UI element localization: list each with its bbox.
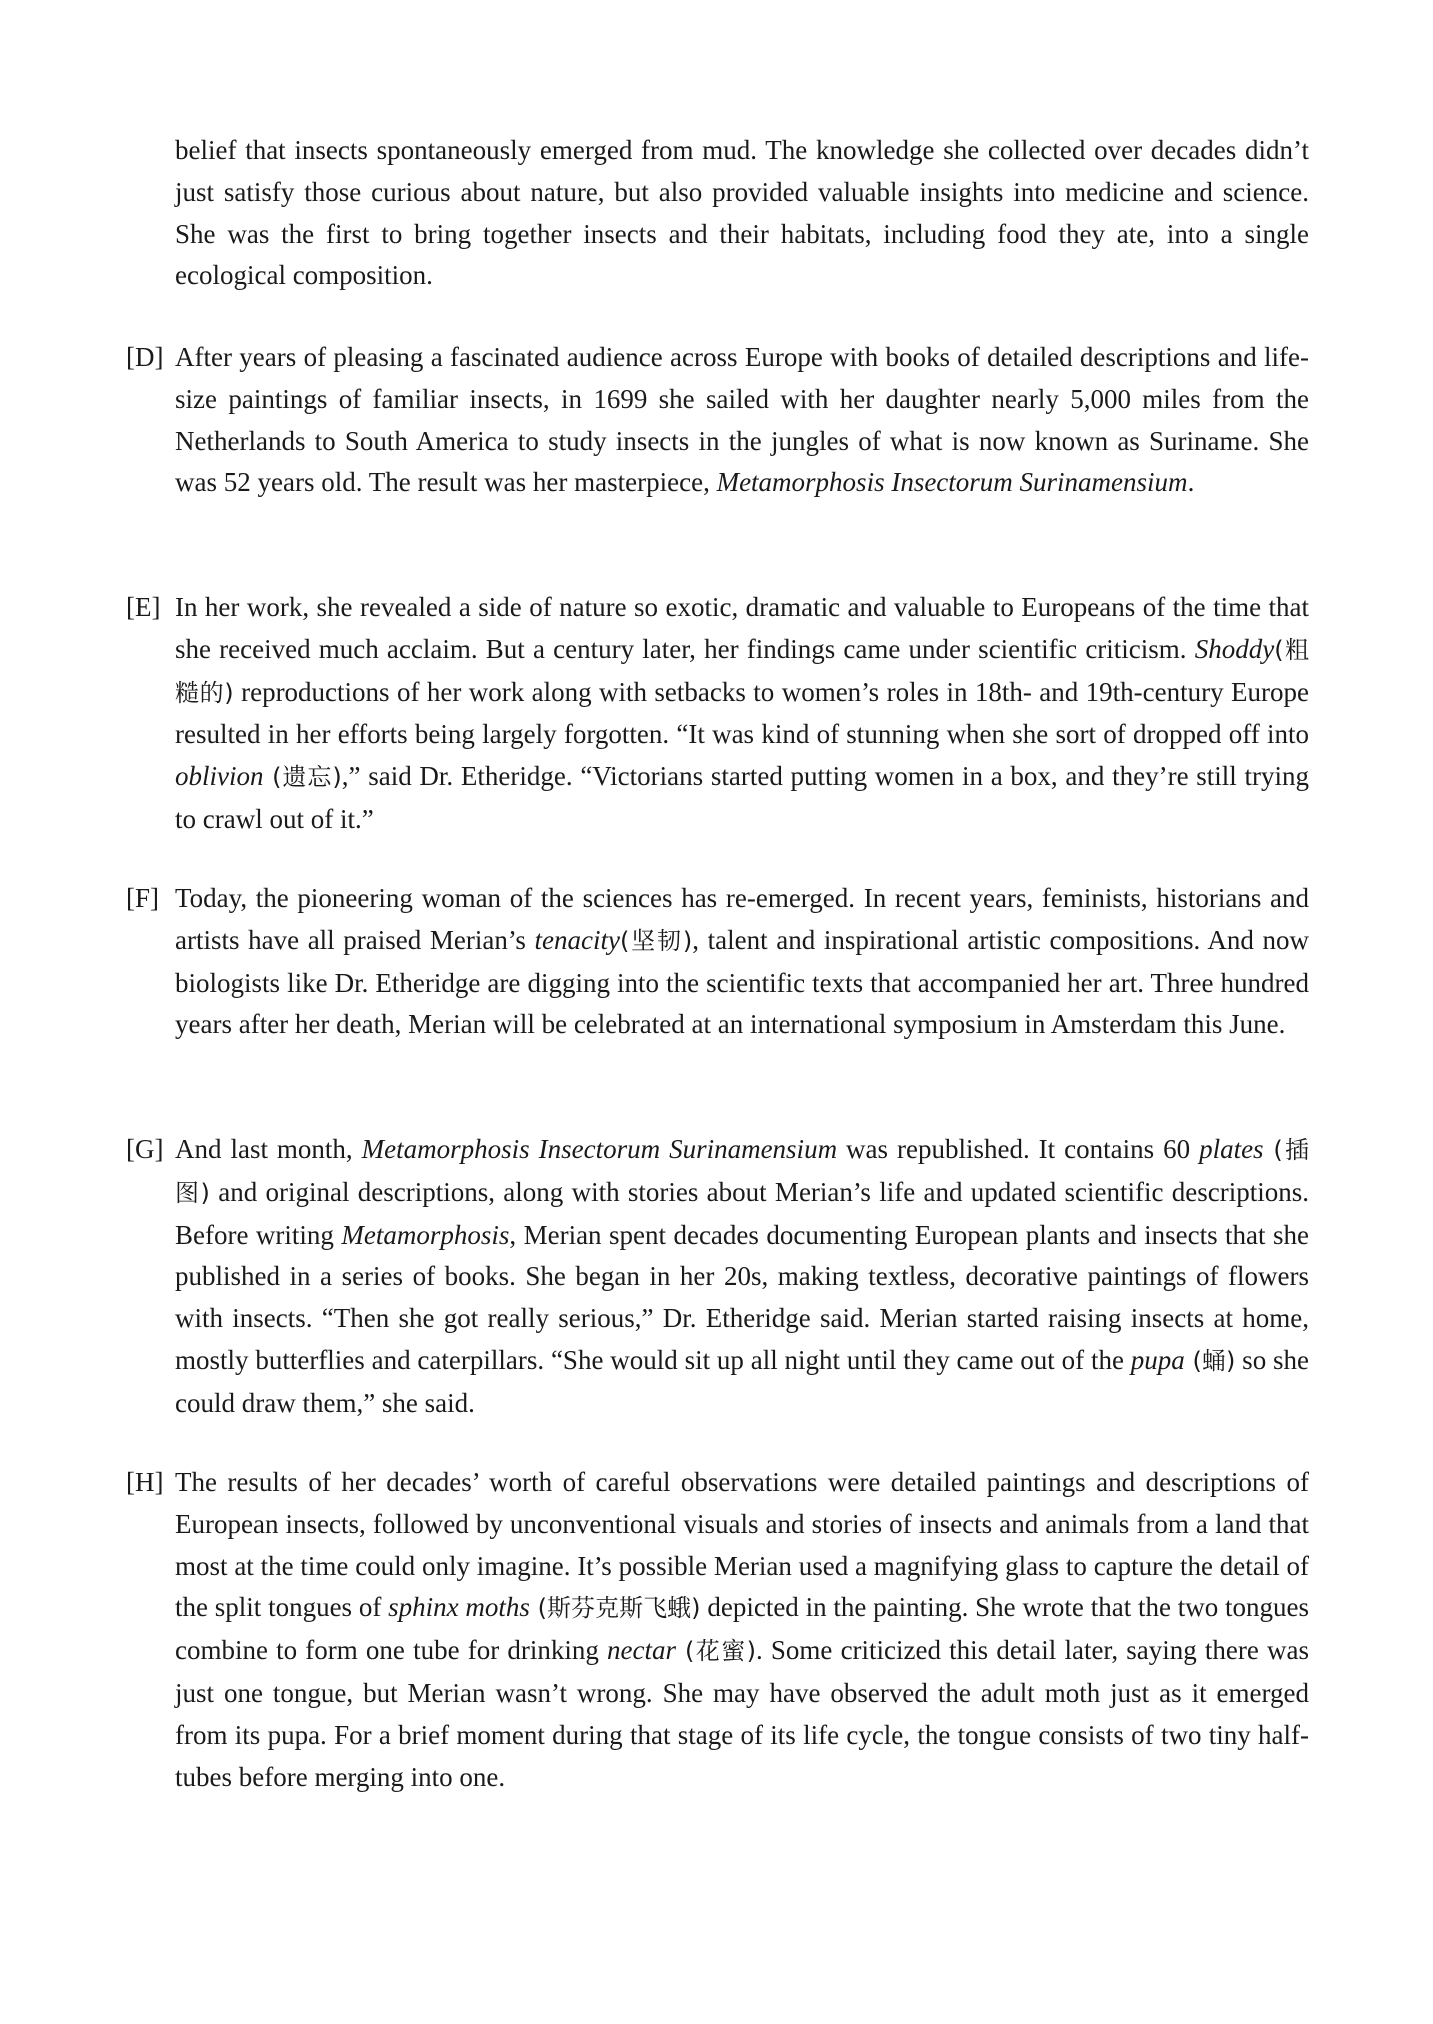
- paragraph-label: [E]: [126, 592, 161, 622]
- paragraph-e-text: [175, 592, 1309, 834]
- italic-term: Metamorphosis: [341, 1219, 510, 1250]
- italic-term: plates: [1199, 1134, 1264, 1164]
- italic-term: pupa: [1130, 1344, 1185, 1375]
- text-run: depicted in the painting. She wrote that the two tongues combine to form one tube for drinking: [175, 1592, 1310, 1666]
- italic-term: Metamorphosis Insectorum Surinamensium: [361, 1134, 838, 1164]
- paragraph-label: [G]: [126, 1134, 164, 1164]
- chinese-gloss: (斯芬克斯飞蛾): [529, 1594, 701, 1623]
- paragraph-h-text: [175, 1467, 1309, 1792]
- text-run: And last month,: [175, 1134, 362, 1164]
- chinese-gloss: (遗忘): [263, 763, 342, 792]
- text-run: so she could draw them,” she said.: [175, 1344, 1310, 1418]
- chinese-gloss: (蛹): [1184, 1346, 1236, 1375]
- text-run: . Some criticized this detail later, saying there was just one tongue, but Merian wasn’t wrong. She may have observed the adult moth just as it emerged from its pupa. For a brief moment during that stage of its life cycle, the tongue consists of two tiny half-tubes before merging into one.: [175, 1635, 1310, 1792]
- chinese-gloss: (坚韧): [619, 926, 693, 955]
- paragraph-label: [D]: [126, 342, 164, 372]
- text-run: , Merian spent decades documenting European plants and insects that she published in a series of books. She began in her 20s, making textless, decorative paintings of flowers with insects. “Then she got really serious,” Dr. Etheridge said. Merian started raising insects at home, mostly butterflies and caterpillars. “She would sit up all night until they came out of the: [175, 1219, 1309, 1375]
- text-run: .: [1187, 467, 1195, 498]
- paragraph-label: [F]: [126, 883, 159, 913]
- paragraph-h: [126, 1462, 1310, 1798]
- text-run: After years of pleasing a fascinated audience across Europe with books of detailed descriptions and life-size paintings of familiar insects, in 1699 she sailed with her daughter nearly 5,000 miles from the Netherlands to South America to study insects in the jungles of what is now known as Suriname. She was 52 years old. The result was her masterpiece,: [175, 342, 1309, 498]
- text-run: Today, the pioneering woman of the sciences has re-emerged. In recent years, feminists, historians and artists have all praised Merian’s: [175, 883, 1309, 955]
- chinese-gloss: (花蜜): [676, 1637, 756, 1666]
- paragraph-label: [H]: [126, 1467, 164, 1497]
- italic-term: nectar: [607, 1635, 676, 1666]
- italic-term: Metamorphosis Insectorum Surinamensium: [716, 467, 1188, 498]
- paragraph-f-text: [175, 883, 1309, 1039]
- italic-term: sphinx moths: [388, 1592, 530, 1623]
- text-run: belief that insects spontaneously emerged from mud. The knowledge she collected over decades didn’t just satisfy those curious about nature, but also provided valuable insights into medicine and science. She was the first to bring together insects and their habitats, including food they ate, into a single ecological composition.: [175, 135, 1309, 291]
- paragraph-f: [126, 878, 1309, 1046]
- text-run: The results of her decades’ worth of careful observations were detailed paintings and descriptions of European insects, followed by unconventional visuals and stories of insects and animals from a land that most at the time could only imagine. It’s possible Merian used a magnifying glass to capture the detail of the split tongues of: [175, 1467, 1309, 1623]
- paragraph-d-text: [175, 342, 1309, 497]
- paragraph-g: [126, 1129, 1310, 1425]
- paragraph-e: [126, 587, 1310, 841]
- paragraph-g-text: [175, 1134, 1309, 1418]
- text-run: was republished. It contains 60: [837, 1134, 1200, 1164]
- paragraph-d: [126, 337, 1309, 504]
- text-run: and original descriptions, along with stories about Merian’s life and updated scientific descriptions. Before writing: [175, 1176, 1310, 1250]
- italic-term: Shoddy: [1194, 633, 1275, 664]
- text-run: reproductions of her work along with setbacks to women’s roles in 18th- and 19th-century Europe resulted in her efforts being largely forgotten. “It was kind of stunning when she sort of dropped off into: [175, 676, 1310, 750]
- text-run: In her work, she revealed a side of nature so exotic, dramatic and valuable to Europeans of the time that she received much acclaim. But a century later, her findings came under scientific criticism.: [175, 592, 1309, 664]
- paragraph-c-continued: [175, 130, 1309, 297]
- text-run: , talent and inspirational artistic compositions. And now biologists like Dr. Etheridge are digging into the scientific texts that accompanied her art. Three hundred years after her death, Merian will be celebrated at an international symposium in Amsterdam this June.: [175, 924, 1309, 1040]
- chinese-gloss: (插图): [175, 1136, 1309, 1207]
- text-run: ,” said Dr. Etheridge. “Victorians started putting women in a box, and they’re still trying to crawl out of it.”: [175, 761, 1309, 834]
- chinese-gloss: (粗糙的): [175, 635, 1309, 707]
- italic-term: tenacity: [534, 924, 620, 955]
- paragraph-c-text: [175, 135, 1309, 290]
- italic-term: oblivion: [175, 761, 264, 792]
